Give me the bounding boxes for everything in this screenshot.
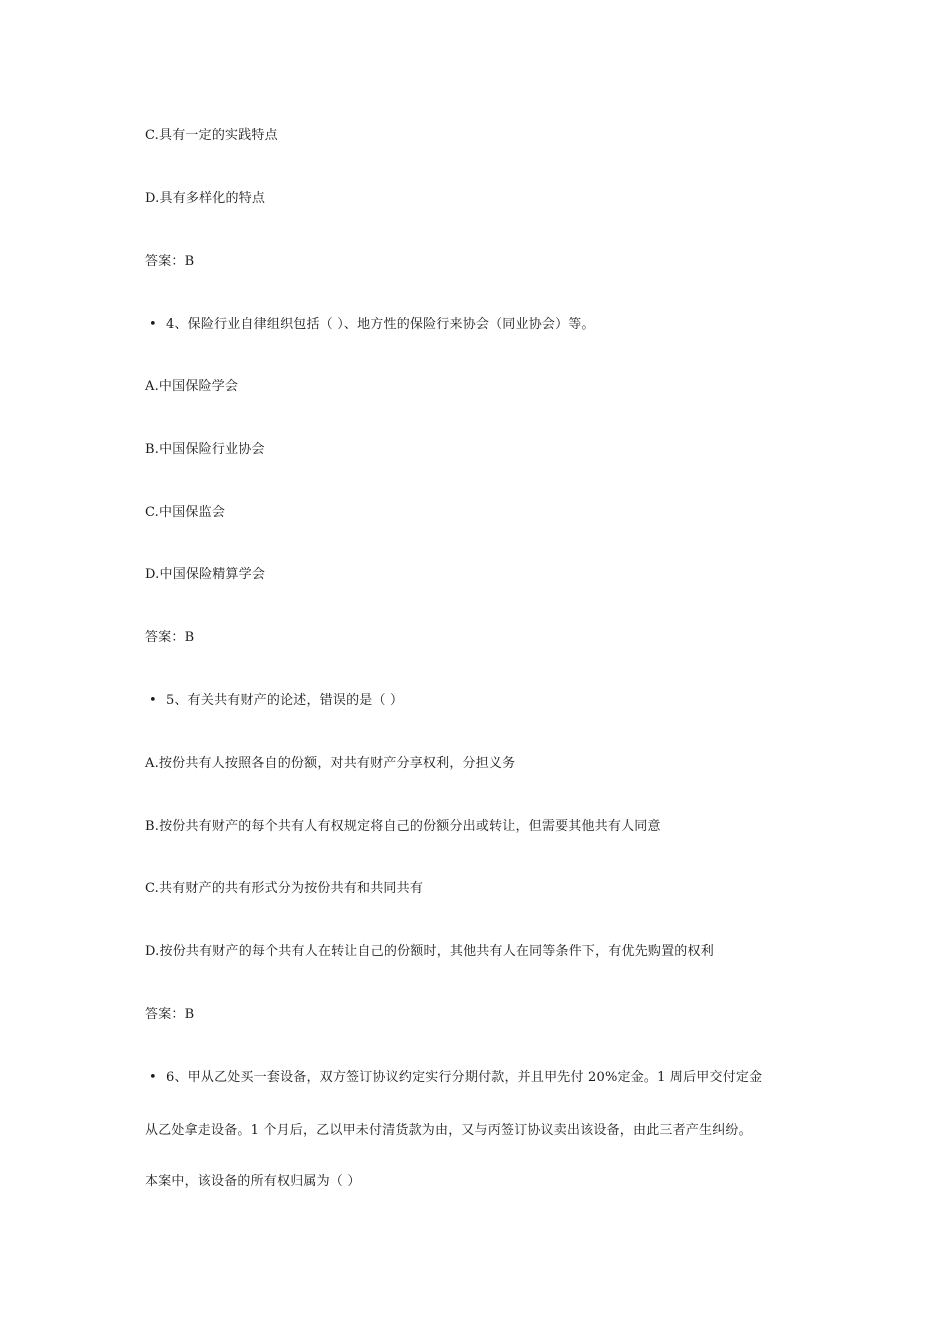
q5-bullet: • [149, 693, 157, 708]
q4-answer: 答案：B [145, 630, 195, 645]
q6-bullet: • [149, 1070, 157, 1085]
q3-answer: 答案：B [145, 254, 195, 269]
q3-option-c: C.具有一定的实践特点 [145, 128, 278, 143]
q4-option-d: D.中国保险精算学会 [145, 567, 266, 582]
q5-answer: 答案：B [145, 1007, 195, 1022]
q6-question-line-2: 从乙处拿走设备。1 个月后，乙以甲未付清货款为由，又与丙签订协议卖出该设备，由此三者产生纠纷。 [145, 1123, 752, 1138]
q4-option-a: A.中国保险学会 [145, 379, 239, 394]
q5-option-b: B.按份共有财产的每个共有人有权规定将自己的份额分出或转让，但需要其他共有人同意 [145, 819, 661, 834]
q3-option-d: D.具有多样化的特点 [145, 191, 266, 206]
q5-option-a: A.按份共有人按照各自的份额，对共有财产分享权利，分担义务 [145, 756, 516, 771]
q4-bullet: • [149, 317, 157, 332]
q5-option-c: C.共有财产的共有形式分为按份共有和共同共有 [145, 881, 424, 896]
q5-option-d: D.按份共有财产的每个共有人在转让自己的份额时，其他共有人在同等条件下，有优先购置的权利 [145, 944, 714, 959]
q4-question: 4、保险行业自律组织包括（ ）、地方性的保险行来协会（同业协会）等。 [166, 317, 595, 332]
q5-question: 5、有关共有财产的论述，错误的是（ ） [166, 693, 404, 708]
q6-question-line-1: 6、甲从乙处买一套设备，双方签订协议约定实行分期付款，并且甲先付 20%定金。1 周后甲交付定金 [166, 1070, 763, 1085]
q4-option-b: B.中国保险行业协会 [145, 442, 265, 457]
q6-question-line-3: 本案中，该设备的所有权归属为（ ） [145, 1174, 361, 1189]
q4-option-c: C.中国保监会 [145, 505, 226, 520]
